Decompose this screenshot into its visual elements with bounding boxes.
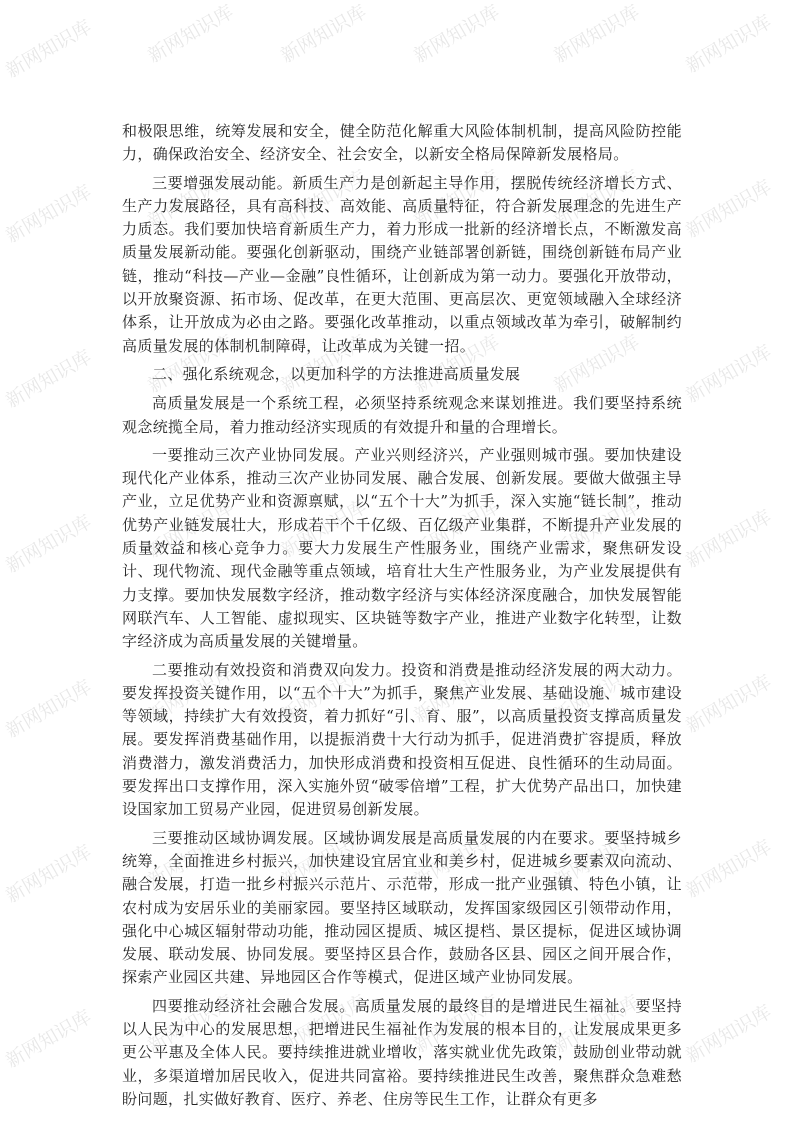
watermark: 新网知识库 xyxy=(2,1005,96,1073)
watermark: 新网知识库 xyxy=(682,835,776,903)
watermark: 新网知识库 xyxy=(550,165,644,233)
watermark: 新网知识库 xyxy=(144,990,238,1058)
watermark: 新网知识库 xyxy=(550,825,644,893)
watermark: 新网知识库 xyxy=(410,660,504,728)
watermark: 新网知识库 xyxy=(144,330,238,398)
watermark: 新网知识库 xyxy=(277,825,371,893)
watermark: 新网知识库 xyxy=(410,0,504,68)
paragraph-continuation: 和极限思维，统筹发展和安全，健全防范化解重大风险体制机制，提高风险防控能力，确保政治安全、经济安全、社会安全，以新安全格局保障新发展格局。 xyxy=(122,122,682,164)
document-body xyxy=(122,120,682,1116)
watermark: 新网知识库 xyxy=(144,825,238,893)
watermark: 新网知识库 xyxy=(682,10,776,78)
watermark: 新网知识库 xyxy=(682,505,776,573)
watermark: 新网知识库 xyxy=(277,165,371,233)
watermark: 新网知识库 xyxy=(550,990,644,1058)
watermark: 新网知识库 xyxy=(144,495,238,563)
watermark: 新网知识库 xyxy=(2,840,96,908)
watermark: 新网知识库 xyxy=(682,1000,776,1068)
watermark: 新网知识库 xyxy=(682,340,776,408)
paragraph-regional-coordination: 三要推动区域协调发展。区域协调发展是高质量发展的内在要求。要坚持城乡统筹，全面推进乡村振兴，加快建设宜居宜业和美乡村，促进城乡要素双向流动、融合发展，打造一批乡村振兴示范片、示范带，形成一批产业强镇、特色小镇，让农村成为安居乐业的美丽家园。要坚持区域联动，发挥国家级园区引领带动作用，强化中心城区辐射带动功能，推动园区提质、城区提档、景区提标，促进区域协调发展、联动发展、协同发展。要坚持区县合作，鼓励各区县、园区之间开展合作，探索产业园区共建、异地园区合作等模式，促进区域产业协同发展。 xyxy=(122,828,682,987)
watermark: 新网知识库 xyxy=(277,990,371,1058)
watermark: 新网知识库 xyxy=(2,675,96,743)
watermark: 新网知识库 xyxy=(682,175,776,243)
watermark: 新网知识库 xyxy=(277,330,371,398)
paragraph-industry-coordination: 一要推动三次产业协同发展。产业兴则经济兴，产业强则城市强。要加快建设现代化产业体系，推动三次产业协同发展、融合发展、创新发展。要做大做强主导产业，立足优势产业和资源禀赋，以“五个十大”为抓手，深入实施“链长制”，推动优势产业链发展壮大，形成若干个千亿级、百亿级产业集群，不断提升产业发展的质量效益和核心竞争力。要大力发展生产性服务业，围绕产业需求，聚焦研发设计、现代物流、现代金融等重点领域，培育壮大生产性服务业，为产业发展提供有力支撑。要加快发展数字经济，推动数字经济与实体经济深度融合，加快发展智能网联汽车、人工智能、虚拟现实、区块链等数字产业，推进产业数字化转型，让数字经济成为高质量发展的关键增量。 xyxy=(122,445,682,651)
watermark: 新网知识库 xyxy=(277,495,371,563)
watermark: 新网知识库 xyxy=(144,660,238,728)
watermark: 新网知识库 xyxy=(550,0,644,68)
watermark: 新网知识库 xyxy=(277,0,371,68)
section-heading: 二、强化系统观念，以更加科学的方法推进高质量发展 xyxy=(152,364,521,383)
watermark: 新网知识库 xyxy=(2,15,96,83)
watermark: 新网知识库 xyxy=(277,660,371,728)
paragraph-economic-social: 四要推动经济社会融合发展。高质量发展的最终目的是增进民生福祉。要坚持以人民为中心的发展思想，把增进民生福祉作为发展的根本目的，让发展成果更多更公平惠及全体人民。要持续推进就业增收，落实就业优先政策，鼓励创业带动就业，多渠道增加居民收入，促进共同富裕。要持续推进民生改善，聚焦群众急难愁盼问题，扎实做好教育、医疗、养老、住房等民生工作，让群众有更多 xyxy=(122,996,682,1108)
watermark: 新网知识库 xyxy=(682,670,776,738)
watermark: 新网知识库 xyxy=(144,165,238,233)
watermark: 新网知识库 xyxy=(410,990,504,1058)
watermark: 新网知识库 xyxy=(2,180,96,248)
paragraph-investment-consumption: 二要推动有效投资和消费双向发力。投资和消费是推动经济发展的两大动力。要发挥投资关键作用，以“五个十大”为抓手，聚焦产业发展、基础设施、城市建设等领域，持续扩大有效投资，着力抓好“引、育、服”，以高质量投资支撑高质量发展。要发挥消费基础作用，以提振消费十大行动为抓手，促进消费扩容提质，释放消费潜力，激发消费活力，加快形成消费和投资相互促进、良性循环的生动局面。要发挥出口支撑作用，深入实施外贸“破零倍增”工程，扩大优势产品出口，加快建设国家加工贸易产业园，促进贸易创新发展。 xyxy=(122,660,682,819)
watermark: 新网知识库 xyxy=(410,825,504,893)
watermark: 新网知识库 xyxy=(144,0,238,68)
watermark: 新网知识库 xyxy=(550,660,644,728)
watermark: 新网知识库 xyxy=(550,495,644,563)
watermark: 新网知识库 xyxy=(550,330,644,398)
watermark: 新网知识库 xyxy=(410,165,504,233)
watermark: 新网知识库 xyxy=(2,345,96,413)
watermark: 新网知识库 xyxy=(410,330,504,398)
paragraph-development-momentum: 三要增强发展动能。新质生产力是创新起主导作用，摆脱传统经济增长方式、生产力发展路径，具有高科技、高效能、高质量特征，符合新发展理念的先进生产力质态。我们要加快培育新质生产力，着力形成一批新的经济增长点，不断激发高质量发展新动能。要强化创新驱动，围绕产业链部署创新链，围绕创新链布局产业链，推动“科技—产业—金融”良性循环，让创新成为第一动力。要强化开放带动，以开放聚资源、拓市场、促改革，在更大范围、更高层次、更宽领域融入全球经济体系，让开放成为必由之路。要强化改革推动，以重点领域改革为牵引，破解制约高质量发展的体制机制障碍，让改革成为关键一招。 xyxy=(122,173,682,355)
watermark: 新网知识库 xyxy=(410,495,504,563)
paragraph-system-intro: 高质量发展是一个系统工程，必须坚持系统观念来谋划推进。我们要坚持系统观念统揽全局，着力推动经济实现质的有效提升和量的合理增长。 xyxy=(122,394,682,436)
watermark: 新网知识库 xyxy=(2,510,96,578)
